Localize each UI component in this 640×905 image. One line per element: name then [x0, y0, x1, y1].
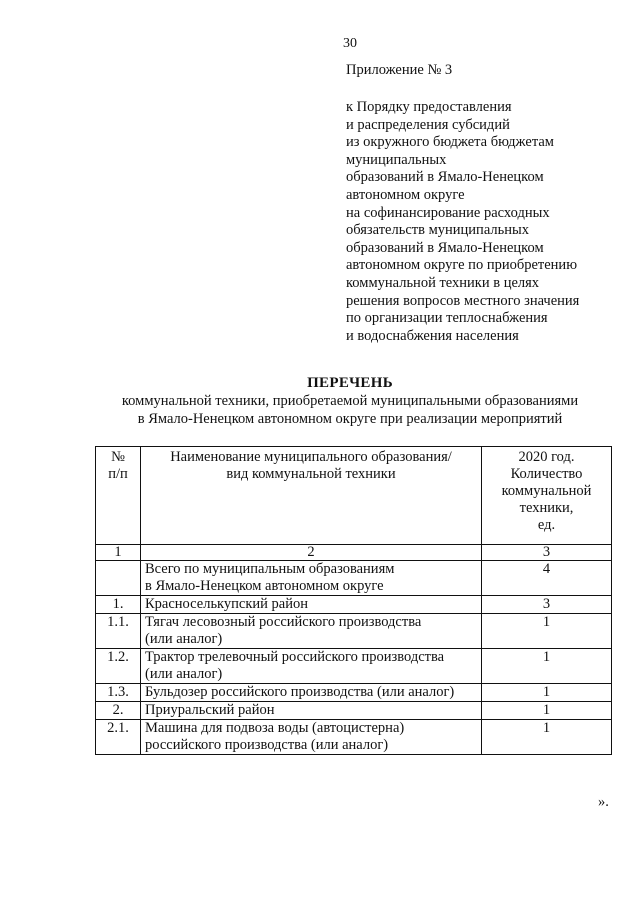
table-row	[96, 720, 612, 755]
header-num-line: №	[111, 449, 125, 465]
row-num-cell: 1.3.	[96, 684, 141, 702]
appendix-note-line: к Порядку предоставления	[346, 99, 512, 115]
row-name-line: Красноселькупский район	[145, 596, 308, 612]
header-qty-line: Количество	[510, 466, 583, 482]
row-name-cell	[141, 614, 482, 649]
appendix-note-line: и распределения субсидий	[346, 116, 510, 133]
appendix-note-line: образований в Ямало-Ненецком	[346, 169, 544, 186]
appendix-note-line: обязательств муниципальных	[346, 222, 529, 239]
row-name-line: Трактор трелевочный российского производства	[145, 649, 445, 665]
header-name-line: Наименование муниципального образования/	[170, 449, 452, 465]
header-qty-cell	[482, 447, 612, 545]
row-num-cell: 2.1.	[96, 720, 141, 755]
table-row	[96, 702, 612, 720]
header-qty-line: техники,	[519, 500, 574, 516]
table-row	[96, 649, 612, 684]
appendix-note-line: по организации теплоснабжения	[346, 310, 548, 327]
column-index-cell: 2	[141, 545, 482, 561]
appendix-note-line: образований в Ямало-Ненецком	[346, 239, 544, 256]
row-name-line: Тягач лесовозный российского производства	[145, 614, 422, 630]
row-name-line: Всего по муниципальным образованиям	[145, 561, 395, 577]
header-qty-line: ед.	[537, 517, 556, 533]
row-name-line: Машина для подвоза воды (автоцистерна)	[145, 720, 405, 736]
appendix-note-line: на софинансирование расходных	[346, 204, 550, 221]
row-qty-cell: 3	[482, 596, 612, 614]
row-qty-cell: 4	[482, 561, 612, 596]
header-num-line: п/п	[108, 466, 128, 482]
header-name-line: вид коммунальной техники	[226, 466, 396, 482]
table-row	[96, 614, 612, 649]
row-name-cell	[141, 684, 482, 702]
appendix-note	[346, 99, 636, 345]
header-num-cell	[96, 447, 141, 545]
row-name-cell	[141, 720, 482, 755]
table-row	[96, 684, 612, 702]
list-subtitle	[0, 393, 640, 428]
page-number: 30	[343, 36, 357, 51]
equipment-table	[95, 446, 612, 755]
closing-quote-mark: ».	[598, 794, 609, 810]
row-qty-cell: 1	[482, 649, 612, 684]
row-name-cell	[141, 702, 482, 720]
appendix-note-line: автономном округе	[346, 186, 465, 203]
column-index-cell: 1	[96, 545, 141, 561]
row-num-cell: 1.	[96, 596, 141, 614]
column-index-row	[96, 545, 612, 561]
row-qty-cell: 1	[482, 702, 612, 720]
appendix-note-line: автономном округе по приобретению	[346, 257, 578, 274]
row-num-cell: 2.	[96, 702, 141, 720]
appendix-note-line: и водоснабжения населения	[346, 327, 519, 344]
row-qty-cell: 1	[482, 684, 612, 702]
row-num-cell: 1.1.	[96, 614, 141, 649]
appendix-note-line: муниципальных	[346, 151, 447, 168]
row-name-cell	[141, 649, 482, 684]
row-name-cell	[141, 561, 482, 596]
list-subtitle-line: коммунальной техники, приобретаемой муниципальными образованиями	[121, 393, 579, 409]
header-name-cell	[141, 447, 482, 545]
row-name-cell	[141, 596, 482, 614]
row-name-line: (или аналог)	[145, 666, 223, 682]
table-row	[96, 596, 612, 614]
row-name-line: (или аналог)	[145, 631, 223, 647]
row-name-line: в Ямало-Ненецком автономном округе	[145, 578, 384, 594]
table-row-total	[96, 561, 612, 596]
list-subtitle-line: в Ямало-Ненецком автономном округе при реализации мероприятий	[137, 410, 563, 427]
row-name-line: Бульдозер российского производства (или аналог)	[145, 684, 455, 700]
row-num-cell	[96, 561, 141, 596]
table-header-row	[96, 447, 612, 545]
header-qty-line: коммунальной	[501, 483, 592, 499]
appendix-title: Приложение № 3	[346, 62, 453, 78]
row-name-line: российского производства (или аналог)	[145, 737, 389, 753]
list-title: ПЕРЕЧЕНЬ	[307, 375, 393, 391]
appendix-note-line: из окружного бюджета бюджетам	[346, 134, 554, 151]
row-name-line: Приуральский район	[145, 702, 275, 718]
appendix-note-line: решения вопросов местного значения	[346, 292, 580, 309]
header-qty-line: 2020 год.	[518, 449, 575, 465]
appendix-note-line: коммунальной техники в целях	[346, 274, 540, 291]
row-qty-cell: 1	[482, 720, 612, 755]
row-qty-cell: 1	[482, 614, 612, 649]
row-num-cell: 1.2.	[96, 649, 141, 684]
column-index-cell: 3	[482, 545, 612, 561]
